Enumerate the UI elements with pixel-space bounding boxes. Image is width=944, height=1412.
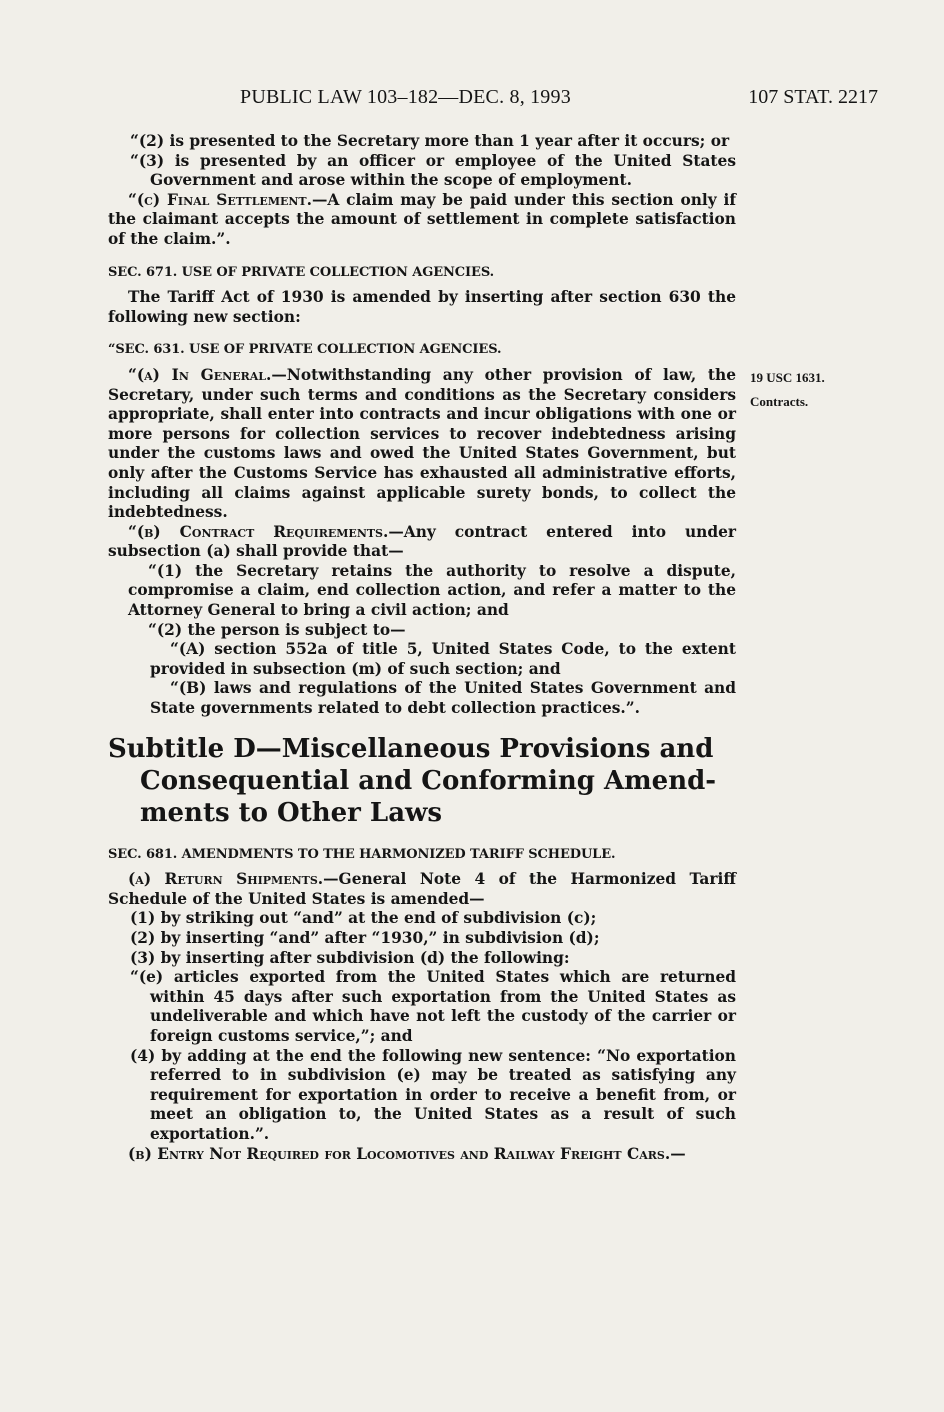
- paragraph: (b) Entry Not Required for Locomotives and Railway Freight Cars.—: [128, 1144, 686, 1163]
- margin-note-contracts: Contracts.: [750, 394, 809, 409]
- section-heading: “SEC. 631. USE OF PRIVATE COLLECTION AGENCIES.: [108, 342, 502, 358]
- paragraph: (3) by inserting after subdivision (d) the following:: [130, 948, 570, 967]
- section-heading: SEC. 671. USE OF PRIVATE COLLECTION AGENCIES.: [108, 264, 495, 280]
- subtitle-heading: Subtitle D—Miscellaneous Provisions and Consequential and Conforming Amend- ments to Other Laws: [108, 733, 717, 828]
- paragraph: “(1) the Secretary retains the authority to resolve a dispute, compromise a claim, end collection action, and refer a matter to the Attorney General to bring a civil action; and: [128, 561, 736, 620]
- margin-note-usc: 19 USC 1631.: [750, 370, 825, 385]
- paragraph-heading: (a) Return Shipments.: [128, 870, 324, 889]
- paragraph: The Tariff Act of 1930 is amended by inserting after section 630 the following new section:: [108, 288, 736, 326]
- header-stat-page: 107 STAT. 2217: [748, 86, 878, 108]
- paragraph: (a) Return Shipments.—General Note 4 of the Harmonized Tariff Schedule of the United States is amended—: [108, 870, 736, 908]
- paragraph: “(e) articles exported from the United States which are returned within 45 days after such exportation from the United States as undeliverable and which have not left the custody of the carrier or foreign customs service,”; and: [130, 968, 736, 1045]
- paragraph: “(b) Contract Requirements.—Any contract entered into under subsection (a) shall provide that—: [108, 522, 736, 561]
- paragraph: “(2) is presented to the Secretary more than 1 year after it occurs; or: [130, 132, 730, 150]
- paragraph: “(B) laws and regulations of the United States Government and State governments related to debt collection practices.”.: [150, 679, 736, 718]
- paragraph: “(c) Final Settlement.—A claim may be paid under this section only if the claimant accepts the amount of settlement in complete satisfaction of the claim.”.: [108, 190, 736, 248]
- paragraph: (4) by adding at the end the following new sentence: “No exportation referred to in subdivision (e) may be treated as satisfying any requirement for exportation in order to receive a benefit from, or meet an obligation to, the United States as a result of such exportation.”.: [130, 1046, 736, 1143]
- paragraph: “(A) section 552a of title 5, United States Code, to the extent provided in subsection (m) of such section; and: [150, 640, 736, 678]
- paragraph-heading: “(a) In General.: [128, 365, 272, 384]
- page-header: [108, 86, 878, 112]
- paragraph-heading: “(b) Contract Requirements.: [128, 522, 389, 541]
- paragraph: “(2) the person is subject to—: [148, 620, 406, 639]
- paragraph: (2) by inserting “and” after “1930,” in subdivision (d);: [130, 929, 600, 947]
- paragraph-heading: “(c) Final Settlement.: [128, 190, 312, 209]
- paragraph: “(3) is presented by an officer or employee of the United States Government and arose within the scope of employment.: [130, 151, 736, 190]
- header-citation: PUBLIC LAW 103–182—DEC. 8, 1993: [240, 86, 571, 108]
- section-heading: SEC. 681. AMENDMENTS TO THE HARMONIZED TARIFF SCHEDULE.: [108, 846, 616, 862]
- paragraph: “(a) In General.—Notwithstanding any other provision of law, the Secretary, under such terms and conditions as the Secretary considers appropriate, shall enter into contracts and incur obligations with one or more persons for collection services to recover indebtedness arising under the customs laws and owed the United States Government, but only after the Customs Service has exhausted all administrative efforts, including all claims against applicable surety bonds, to collect the indebtedness.: [108, 365, 736, 522]
- paragraph-heading: (b) Entry Not Required for Locomotives and Railway Freight Cars.: [128, 1144, 671, 1163]
- document-body: [108, 132, 736, 1164]
- paragraph: (1) by striking out “and” at the end of subdivision (c);: [130, 909, 597, 928]
